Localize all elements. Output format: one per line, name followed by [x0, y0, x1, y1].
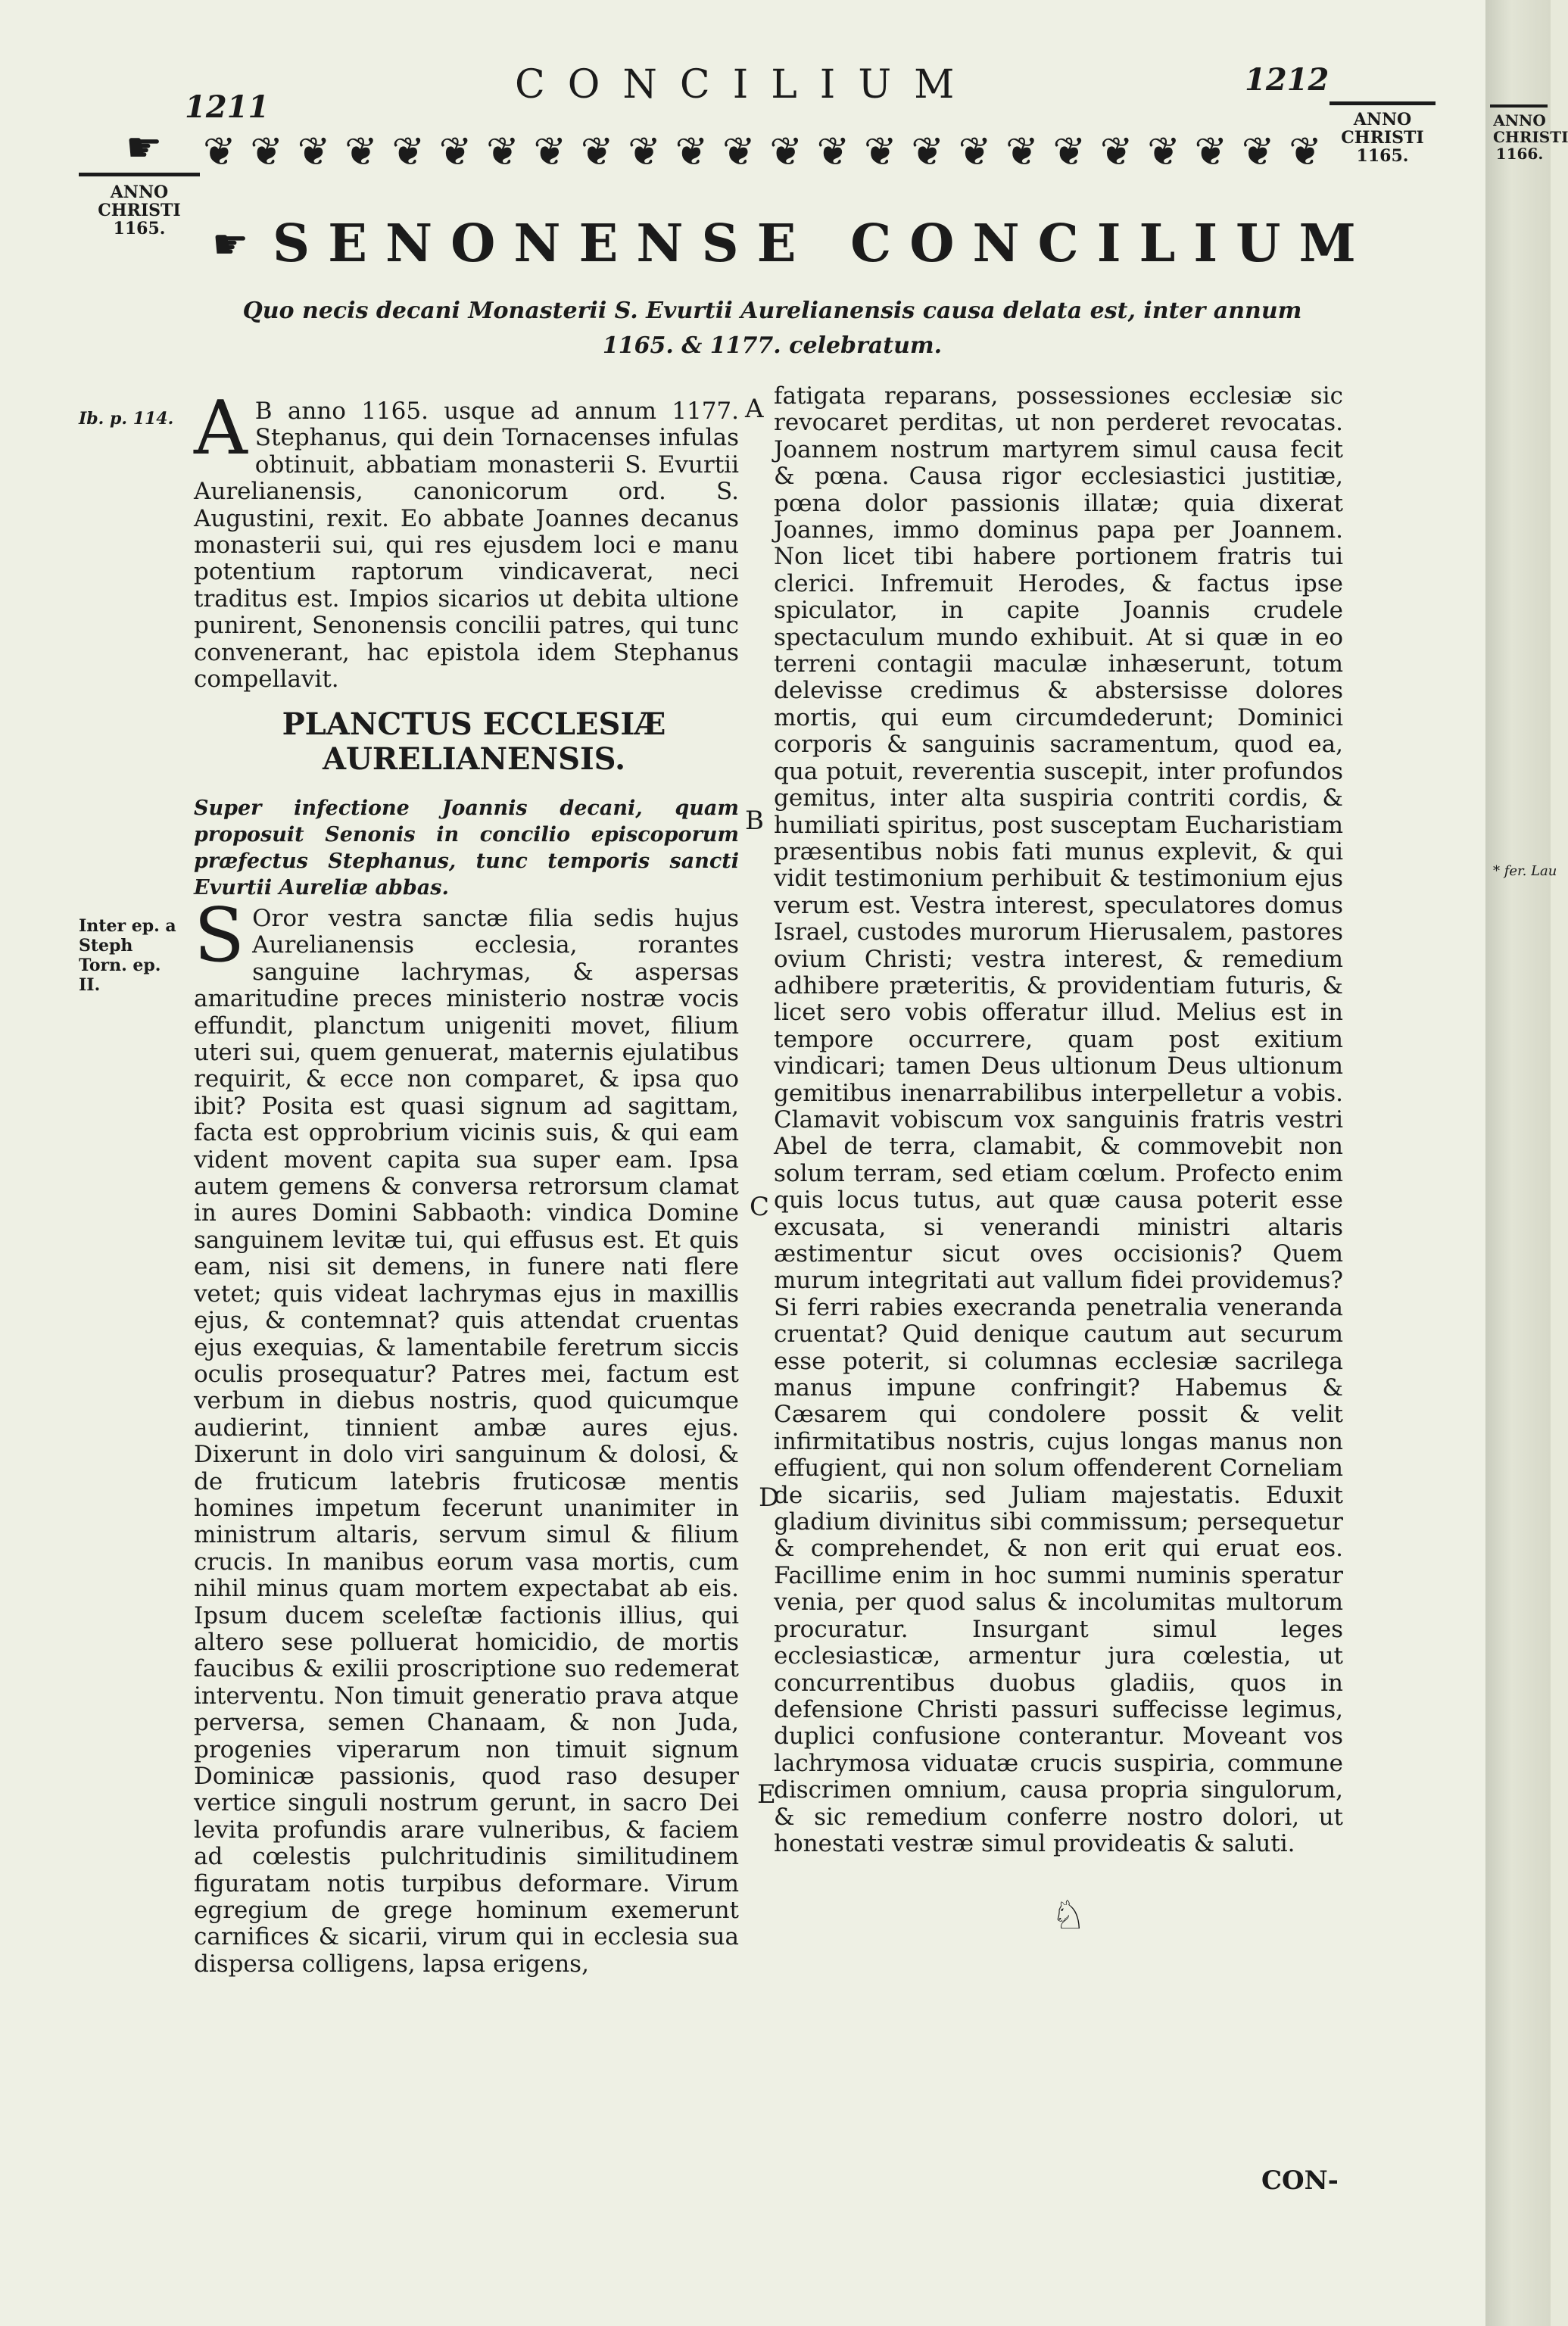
fleuron-icon: ❦ — [1099, 129, 1133, 175]
section-title: PLANCTUS ECCLESIÆ AURELIANENSIS. — [282, 706, 666, 777]
drop-cap: A — [194, 385, 248, 472]
intro-text: B anno 1165. usque ad annum 1177. Stephanus, qui dein Tornacenses infulas obtinuit, abbatiam monasterii S. Evurtii Aurelianensis, canonicorum ord. S. Augustini, rexit. Eo abbate Joannes decanus monasterii sui, qui res ejusdem loci e manu potentium raptorum vindicaverat, neci traditus est. Impios sicarios ut debita ultione punirent, Senonensis concilii patres, qui tunc convenerant, hac epistola idem Stephanus compellavit. — [194, 398, 739, 694]
pointing-hand-icon: ☛ — [126, 123, 163, 171]
fleuron-icon: ❦ — [864, 129, 897, 175]
fleuron-icon: ❦ — [769, 129, 803, 175]
section-subtitle: Super infectione Joannis decani, quam proposuit Senonis in concilio episcoporum præfectus Stephanus, tunc temporis sancti Evurtii Aureliæ abbas. — [194, 797, 739, 900]
fleuron-icon: ❦ — [203, 129, 236, 175]
header-rule-right — [1330, 101, 1436, 105]
fleuron-icon: ❦ — [1005, 129, 1039, 175]
letter-body-right — [774, 383, 1343, 1857]
fleuron-icon: ❦ — [958, 129, 992, 175]
fleuron-icon: ❦ — [1147, 129, 1180, 175]
section-marker-e: E — [757, 1779, 776, 1810]
header-rule-left — [79, 173, 200, 176]
section-marker-b: B — [745, 806, 764, 836]
margin-note-ref: Inter ep. a Steph Torn. ep. II. — [79, 916, 176, 995]
letter-text-left: Oror vestra sanctæ filia sedis hujus Aurelianensis ecclesia, rorantes sanguine lachrymas, & aspersas amaritudine preces ministerio nostræ vocis effundit, planctum unigeniti movet, filium uteri sui, quem genuerat, maternis ejulatibus requirit, & ecce non comparet, & ipsa quo ibit? Posita est quasi signum ad sagittam, facta est opprobrium vicinis suis, & qui eam vident movent capita sua super eam. Ipsa autem gemens & conversa retrorsum clamat in aures Domini Sabbaoth: vindica Domine sanguinem levitæ tui, qui effusus est. Et quis eam, nisi sit demens, in funere nati flere vetet; quis videat lachrymas ejus in maxillis ejus, & contemnat? quis attendat cruentas ejus exequias, & lamentabile feretrum siccis oculis prosequatur? Patres mei, factum est verbum in diebus nostris, quod quicumque audierint, tinnient ambæ aures ejus. Dixerunt in dolo viri sanguinum & dolosi, & de fruticum latebris fruticosæ mentis homines impetum fecerunt unanimiter in ministrum altaris, servum simul & filium crucis. In manibus eorum vasa mortis, cum nihil minus quam mortem expectabat ab eis. Ipsum ducem sceleſtæ factionis illius, qui altero sese polluerat homicidio, de mortis faucibus & exilii proscriptione suo redemerat interventu. Non timuit generatio prava atque perversa, semen Chanaam, & non Juda, progenies viperarum non timuit signum Dominicæ passionis, quod raso desuper vertice singuli nostrum gerunt, in sacro Dei levita profundis arare vulneribus, & faciem ad cœlestis pulchritudinis similitudinem figuratam notis turpibus deformare. Virum egregium de grege hominum exemerunt carnifices & sicarii, virum qui in ecclesia sua dispersa colligens, lapsa erigens, — [194, 905, 739, 1978]
fleuron-icon: ❦ — [816, 129, 850, 175]
facing-page-anno: ANNO CHRISTI 1166. — [1493, 111, 1568, 163]
fleuron-icon: ❦ — [675, 129, 709, 175]
section-marker-a: A — [745, 394, 764, 424]
fleuron-icon: ❦ — [533, 129, 567, 175]
facing-page-edge — [1485, 0, 1568, 2326]
intro-paragraph — [194, 385, 739, 694]
drop-cap: S — [194, 893, 245, 979]
main-title: SENONENSE CONCILIUM — [273, 214, 1374, 274]
page-number-left: 1211 — [185, 89, 270, 125]
fleuron-icon: ❦ — [486, 129, 519, 175]
fleuron-icon: ❦ — [344, 129, 378, 175]
fleuron-icon: ❦ — [438, 129, 472, 175]
fleuron-icon: ❦ — [1241, 129, 1275, 175]
section-marker-d: D — [759, 1483, 780, 1513]
anno-christi-left: ANNO CHRISTI 1165. — [98, 182, 181, 239]
fleuron-icon: ❦ — [722, 129, 756, 175]
tailpiece-icon: ♘ — [1051, 1893, 1086, 1938]
fleuron-icon: ❦ — [628, 129, 661, 175]
section-marker-c: C — [750, 1192, 770, 1222]
running-head: CONCILIUM — [515, 62, 977, 108]
letter-text-right: fatigata reparans, possessiones ecclesiæ sic revocaret perditas, ut non perderet revocatas. Joannem nostrum martyrem simul causa fecit & pœna. Causa rigor ecclesiastici justitiæ, pœna dolor passionis illatæ; quia dixerat Joannes, immo dominus papa per Joannem. Non licet tibi habere portionem fratris tui clerici. Infremuit Herodes, & factus ipse spiculator, in capite Joannis crudele spectaculum mundo exhibuit. At si quæ in eo terreni contagii maculæ inhæserunt, totum delevisse credimus & abstersisse dolores mortis, qui eum circumdederunt; Dominici corporis & sanguinis sacramentum, quod ea, qua potuit, reverentia suscepit, inter profundos gemitus, inter alta suspiria contriti cordis, & humiliati spiritus, post susceptam Eucharistiam præsentibus nobis fati munus explevit, & qui vidit testimonium perhibuit & testimonium ejus verum est. Vestra interest, speculatores domus Israel, custodes murorum Hierusalem, pastores ovium Christi; vestra interest, & remedium adhibere præteritis, & providentiam futuris, & licet sero vobis offeratur illud. Melius est in tempore occurrere, quam post exitium vindicari; tamen Deus ultionum Deus ultionum gemitibus inenarrabilibus interpelletur a vobis. Clamavit vobiscum vox sanguinis fratris vestri Abel de terra, clamabit, & commovebit non solum terram, sed etiam cœlum. Profecto enim quis locus tutus, aut quæ causa poterit esse excusata, si venerandi ministri altaris æstimentur sicut oves occisionis? Quem murum integritati aut vallum fidei providemus? Si ferri rabies execranda penetralia veneranda cruentat? Quid denique cautum aut securum esse poterit, si columnas ecclesiæ sacrilega manus impune confringit? Habemus & Cæsarem qui condolere possit & velit infirmitatibus nostris, cujus longas manus non effugient, qui non solum offenderent Corneliam de sicariis, sed Juliam majestatis. Eduxit gladium divinitus sibi commissum; persequetur & comprehendet, & non erit qui eruat eos. Facillime enim in hoc summi numinis speratur venia, per quod salus & incolumitas multorum procuratur. Insurgant simul leges ecclesiasticæ, armentur jura cœlestia, ut concurrentibus duobus gladiis, quos in defensione Christi passuri suffecisse legimus, duplici confusione conterantur. Moveant vos lachrymosa viduatæ crucis suspiria, commune discrimen omnium, causa propria singulorum, & sic remedium conferre nostro dolori, ut honestati vestræ simul provideatis & saluti. — [774, 382, 1343, 1857]
fleuron-icon: ❦ — [297, 129, 331, 175]
subtitle — [212, 294, 1333, 363]
fleuron-icon: ❦ — [391, 129, 426, 175]
fleuron-icon: ❦ — [580, 129, 614, 175]
facing-page-ref: * fer. Lau — [1493, 863, 1557, 879]
margin-note-ref: Ib. p. 114. — [79, 409, 174, 429]
fleuron-icon: ❦ — [1289, 129, 1322, 175]
catchword: CON- — [1261, 2165, 1339, 2196]
fleuron-icon: ❦ — [911, 129, 944, 175]
page-number-right: 1212 — [1245, 62, 1330, 98]
subtitle-line-2: 1165. & 1177. celebratum. — [602, 332, 943, 359]
fleuron-icon: ❦ — [1052, 129, 1086, 175]
fleuron-icon: ❦ — [1194, 129, 1228, 175]
ornament-band — [203, 130, 1322, 174]
subtitle-line-1: Quo necis decani Monasterii S. Evurtii Aurelianensis causa delata est, inter annum — [242, 298, 1302, 324]
facing-page-rule — [1490, 104, 1548, 108]
pointing-hand-icon: ☛ — [212, 220, 249, 268]
letter-body-left — [194, 893, 739, 1978]
anno-christi-right: ANNO CHRISTI 1165. — [1341, 110, 1424, 166]
fleuron-icon: ❦ — [250, 129, 283, 175]
